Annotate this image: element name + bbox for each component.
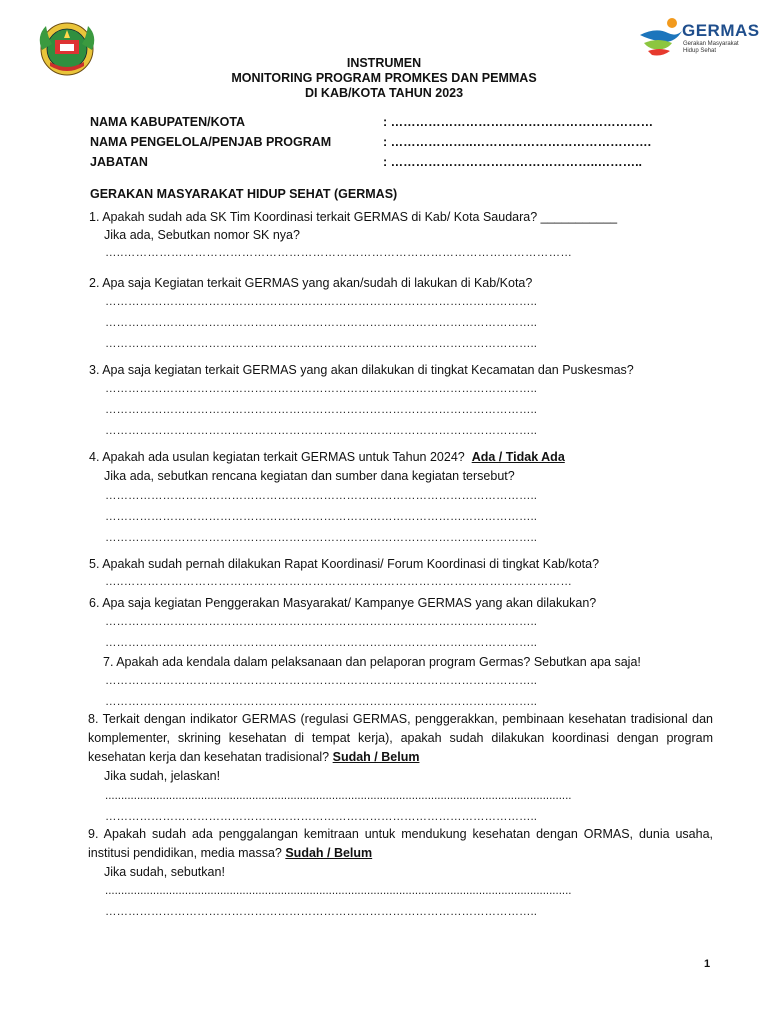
question-9-options[interactable]: Sudah / Belum [285,846,373,860]
question-1: 1. Apakah sudah ada SK Tim Koordinasi terkait GERMAS di Kab/ Kota Saudara? ___________ [89,210,618,224]
answer-line-6b[interactable]: ………………………………………………………………………………………………….. [105,637,537,649]
question-8 [88,710,713,767]
answer-line-3b[interactable]: ………………………………………………………………………………………………….. [105,404,537,416]
question-8-text: 8. Terkait dengan indikator GERMAS (regulasi GERMAS, penggerakkan, pembinaan kesehatan tradisional dan komplementer, skrining kesehatan di tempat kerja), apakah sudah dilakukan koordinasi dengan program kesehatan kerja dan kesehatan tradisional? [88,712,713,764]
germas-swoosh-icon [638,15,684,59]
germas-logo [638,13,760,61]
field-value-kabupaten[interactable]: : ……………………………………………………… [383,115,654,129]
field-value-pengelola[interactable]: : ………………..……………………………………. [383,135,652,149]
question-5: 5. Apakah sudah pernah dilakukan Rapat Koordinasi/ Forum Koordinasi di tingkat Kab/kota? [89,557,600,571]
answer-line-8b[interactable]: ………………………………………………………………………………………………….. [105,811,537,823]
answer-line-7b[interactable]: ………………………………………………………………………………………………….. [105,696,537,708]
answer-line-3c[interactable]: ………………………………………………………………………………………………….. [105,425,537,437]
question-9 [88,825,713,863]
field-label-jabatan: JABATAN [90,155,148,169]
title-line-2: MONITORING PROGRAM PROMKES DAN PEMMAS [231,71,537,85]
question-9-text: 9. Apakah sudah ada penggalangan kemitraan untuk mendukung kesehatan dengan ORMAS, dunia usaha, institusi pendidikan, media massa? [88,827,713,860]
page-number: 1 [704,958,711,970]
question-4-sub: Jika ada, sebutkan rencana kegiatan dan sumber dana kegiatan tersebut? [104,469,515,483]
answer-line-5[interactable]: …..…………………………………………………………………………………………………… [105,576,573,588]
question-3: 3. Apa saja kegiatan terkait GERMAS yang akan dilakukan di tingkat Kecamatan dan Puskesmas? [89,363,634,377]
section-title: GERAKAN MASYARAKAT HIDUP SEHAT (GERMAS) [90,187,398,201]
question-6: 6. Apa saja kegiatan Penggerakan Masyarakat/ Kampanye GERMAS yang akan dilakukan? [89,596,597,610]
field-label-kabupaten: NAMA KABUPATEN/KOTA [90,115,246,129]
question-4 [89,449,565,465]
question-8-sub: Jika sudah, jelaskan! [104,769,221,783]
answer-line-2a[interactable]: ………………………………………………………………………………………………….. [105,296,537,308]
answer-line-2b[interactable]: ………………………………………………………………………………………………….. [105,317,537,329]
answer-line-9b[interactable]: ………………………………………………………………………………………………….. [105,906,537,918]
question-4-options[interactable]: Ada / Tidak Ada [471,450,565,464]
answer-line-2c[interactable]: ………………………………………………………………………………………………….. [105,338,537,350]
question-1-sub: Jika ada, Sebutkan nomor SK nya? [104,228,300,242]
question-8-options[interactable]: Sudah / Belum [332,750,420,764]
field-value-jabatan[interactable]: : …………………………………………..……….. [383,155,643,169]
field-label-pengelola: NAMA PENGELOLA/PENJAB PROGRAM [90,135,332,149]
question-4-text: 4. Apakah ada usulan kegiatan terkait GERMAS untuk Tahun 2024? [89,450,465,464]
answer-line-9a[interactable]: .................................................................................................................................................. [105,885,572,897]
germas-tagline-2: Hidup Sehat [683,48,717,54]
question-9-sub: Jika sudah, sebutkan! [104,865,225,879]
answer-line-8a[interactable]: .................................................................................................................................................. [105,790,572,802]
question-7: 7. Apakah ada kendala dalam pelaksanaan dan pelaporan program Germas? Sebutkan apa saja! [103,655,641,669]
answer-line-3a[interactable]: ………………………………………………………………………………………………….. [105,383,537,395]
answer-line-4a[interactable]: ………………………………………………………………………………………………….. [105,490,537,502]
answer-line-6a[interactable]: ………………………………………………………………………………………………….. [105,616,537,628]
answer-line-4c[interactable]: ………………………………………………………………………………………………….. [105,532,537,544]
title-line-1: INSTRUMEN [346,56,422,70]
germas-wordmark: GERMAS [682,21,760,40]
question-2: 2. Apa saja Kegiatan terkait GERMAS yang akan/sudah di lakukan di Kab/Kota? [89,276,533,290]
answer-line-7a[interactable]: ………………………………………………………………………………………………….. [105,675,537,687]
germas-tagline-1: Gerakan Masyarakat [683,41,739,47]
title-line-3: DI KAB/KOTA TAHUN 2023 [304,86,464,100]
answer-line-1[interactable]: …..…………………………………………………………………………………………………… [105,247,573,259]
answer-line-4b[interactable]: ………………………………………………………………………………………………….. [105,511,537,523]
